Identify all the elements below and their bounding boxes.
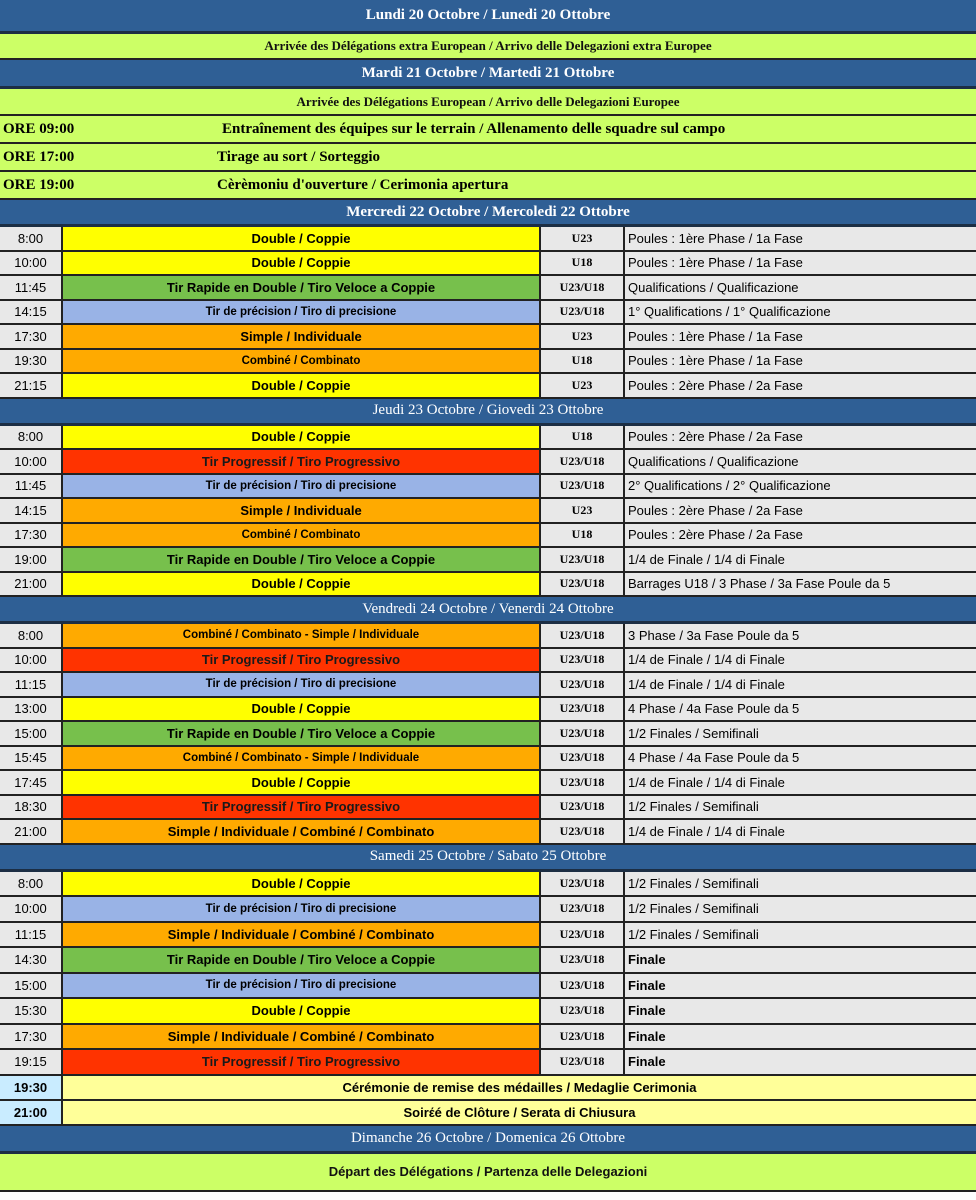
event-name: Tir Rapide en Double / Tiro Veloce a Coppie: [63, 276, 541, 299]
event-row: [0, 325, 976, 350]
event-name: Tir Progressif / Tiro Progressivo: [63, 1050, 541, 1074]
event-time: 19:30: [0, 1076, 63, 1099]
event-phase: 1/2 Finales / Semifinali: [625, 923, 976, 947]
event-name: Tir Rapide en Double / Tiro Veloce a Coppie: [63, 722, 541, 745]
event-phase: 1/2 Finales / Semifinali: [625, 796, 976, 819]
event-phase: 4 Phase / 4a Fase Poule da 5: [625, 747, 976, 770]
timed-note-row: [0, 116, 976, 144]
event-phase: 1/4 de Finale / 1/4 di Finale: [625, 673, 976, 696]
event-name: Combiné / Combinato - Simple / Individuale: [63, 624, 541, 647]
event-category: U23/U18: [541, 923, 625, 947]
event-category: U23/U18: [541, 548, 625, 571]
event-row: [0, 548, 976, 573]
event-name: Simple / Individuale / Combiné / Combinato: [63, 820, 541, 843]
note-text: Tirage au sort / Sorteggio: [217, 148, 381, 165]
event-time: 21:00: [0, 573, 63, 596]
saturday-events: [0, 872, 976, 1076]
closing-text: Soirέé de Clôture / Serata di Chiusura: [63, 1101, 976, 1124]
event-name: Tir de précision / Tiro di precisione: [63, 974, 541, 998]
event-row: [0, 573, 976, 598]
event-time: 17:30: [0, 1025, 63, 1049]
event-category: U23/U18: [541, 301, 625, 324]
event-time: 10:00: [0, 897, 63, 921]
event-name: Double / Coppie: [63, 374, 541, 397]
event-phase: 1/2 Finales / Semifinali: [625, 722, 976, 745]
event-row: [0, 820, 976, 845]
day-header-friday: [0, 597, 976, 624]
event-phase: Poules : 2ère Phase / 2a Fase: [625, 426, 976, 449]
event-phase: 3 Phase / 3a Fase Poule da 5: [625, 624, 976, 647]
event-row: [0, 999, 976, 1025]
day-header-saturday: [0, 845, 976, 872]
event-row: [0, 796, 976, 821]
event-time: 19:00: [0, 548, 63, 571]
event-row: [0, 948, 976, 974]
event-name: Tir Progressif / Tiro Progressivo: [63, 796, 541, 819]
event-time: 8:00: [0, 227, 63, 250]
event-row: [0, 499, 976, 524]
event-category: U23/U18: [541, 649, 625, 672]
arrival-note: Arrivée des Délégations extra European / Arrivo delle Delegazioni extra Europee: [264, 38, 712, 53]
event-category: U18: [541, 524, 625, 547]
event-row: [0, 698, 976, 723]
event-category: U23/U18: [541, 974, 625, 998]
day-title: Mardi 21 Octobre / Martedi 21 Ottobre: [361, 64, 615, 81]
event-name: Tir Rapide en Double / Tiro Veloce a Coppie: [63, 948, 541, 972]
event-phase: Finale: [625, 974, 976, 998]
ceremony-text: Cérémonie de remise des médailles / Medaglie Cerimonia: [63, 1076, 976, 1099]
event-time: 21:15: [0, 374, 63, 397]
timed-note-row: [0, 144, 976, 172]
event-time: 14:15: [0, 301, 63, 324]
event-time: 17:30: [0, 325, 63, 348]
event-name: Double / Coppie: [63, 573, 541, 596]
event-category: U23/U18: [541, 698, 625, 721]
event-row: [0, 624, 976, 649]
event-row: [0, 649, 976, 674]
ceremony-row: [0, 1076, 976, 1101]
event-category: U23/U18: [541, 450, 625, 473]
event-phase: Finale: [625, 1050, 976, 1074]
event-name: Simple / Individuale / Combiné / Combinato: [63, 1025, 541, 1049]
event-name: Double / Coppie: [63, 771, 541, 794]
departure-row: [0, 1154, 976, 1192]
note-row: [0, 89, 976, 116]
day-header-sunday: [0, 1126, 976, 1154]
note-text: Cèrèmoniu d'ouverture / Cerimonia apertura: [217, 176, 509, 193]
event-phase: Poules : 2ère Phase / 2a Fase: [625, 524, 976, 547]
event-row: [0, 1050, 976, 1076]
event-name: Double / Coppie: [63, 872, 541, 896]
event-phase: Poules : 1ère Phase / 1a Fase: [625, 350, 976, 373]
event-time: 19:15: [0, 1050, 63, 1074]
wednesday-events: [0, 227, 976, 399]
event-time: 8:00: [0, 426, 63, 449]
event-row: [0, 771, 976, 796]
event-phase: Poules : 2ère Phase / 2a Fase: [625, 499, 976, 522]
event-category: U23/U18: [541, 1050, 625, 1074]
note-time: ORE 17:00: [3, 148, 75, 165]
event-time: 15:00: [0, 722, 63, 745]
event-name: Double / Coppie: [63, 426, 541, 449]
event-name: Double / Coppie: [63, 227, 541, 250]
event-phase: Poules : 1ère Phase / 1a Fase: [625, 227, 976, 250]
event-time: 21:00: [0, 820, 63, 843]
event-time: 21:00: [0, 1101, 63, 1124]
event-category: U23/U18: [541, 872, 625, 896]
event-phase: Finale: [625, 999, 976, 1023]
event-time: 10:00: [0, 252, 63, 275]
day-header-thursday: [0, 399, 976, 426]
event-category: U23/U18: [541, 820, 625, 843]
event-name: Combiné / Combinato - Simple / Individuale: [63, 747, 541, 770]
event-time: 15:00: [0, 974, 63, 998]
departure-note: Départ des Délégations / Partenza delle Delegazioni: [328, 1164, 648, 1179]
event-category: U23/U18: [541, 796, 625, 819]
day-title: Mercredi 22 Octobre / Mercoledi 22 Ottobre: [346, 203, 630, 220]
event-name: Combiné / Combinato: [63, 524, 541, 547]
event-time: 8:00: [0, 872, 63, 896]
event-phase: Qualifications / Qualificazione: [625, 276, 976, 299]
event-row: [0, 524, 976, 549]
event-row: [0, 872, 976, 898]
event-phase: Qualifications / Qualificazione: [625, 450, 976, 473]
event-row: [0, 722, 976, 747]
event-name: Tir de précision / Tiro di precisione: [63, 475, 541, 498]
event-category: U23: [541, 499, 625, 522]
event-name: Double / Coppie: [63, 698, 541, 721]
event-time: 11:15: [0, 923, 63, 947]
event-name: Tir Progressif / Tiro Progressivo: [63, 649, 541, 672]
event-time: 10:00: [0, 649, 63, 672]
event-time: 11:45: [0, 276, 63, 299]
day-title: Lundi 20 Octobre / Lunedi 20 Ottobre: [365, 7, 611, 23]
event-phase: 1° Qualifications / 1° Qualificazione: [625, 301, 976, 324]
event-category: U23/U18: [541, 771, 625, 794]
event-phase: Poules : 2ère Phase / 2a Fase: [625, 374, 976, 397]
event-name: Tir de précision / Tiro di precisione: [63, 673, 541, 696]
event-category: U18: [541, 426, 625, 449]
event-time: 18:30: [0, 796, 63, 819]
event-name: Simple / Individuale: [63, 499, 541, 522]
event-phase: 1/4 de Finale / 1/4 di Finale: [625, 649, 976, 672]
event-category: U23/U18: [541, 276, 625, 299]
event-name: Combiné / Combinato: [63, 350, 541, 373]
event-phase: Poules : 1ère Phase / 1a Fase: [625, 252, 976, 275]
event-time: 15:30: [0, 999, 63, 1023]
note-time: ORE 19:00: [3, 176, 75, 193]
event-time: 13:00: [0, 698, 63, 721]
event-row: [0, 301, 976, 326]
event-row: [0, 450, 976, 475]
event-name: Tir Rapide en Double / Tiro Veloce a Coppie: [63, 548, 541, 571]
event-category: U23/U18: [541, 573, 625, 596]
event-name: Simple / Individuale: [63, 325, 541, 348]
event-phase: Finale: [625, 948, 976, 972]
event-category: U23/U18: [541, 722, 625, 745]
event-category: U23/U18: [541, 897, 625, 921]
event-row: [0, 475, 976, 500]
event-row: [0, 897, 976, 923]
event-row: [0, 227, 976, 252]
event-name: Simple / Individuale / Combiné / Combinato: [63, 923, 541, 947]
arrival-note: Arrivée des Délégations European / Arrivo delle Delegazioni Europee: [296, 93, 680, 109]
event-category: U23/U18: [541, 948, 625, 972]
event-row: [0, 276, 976, 301]
event-time: 14:15: [0, 499, 63, 522]
event-category: U23: [541, 227, 625, 250]
event-time: 14:30: [0, 948, 63, 972]
event-row: [0, 1025, 976, 1051]
event-time: 11:45: [0, 475, 63, 498]
event-phase: 2° Qualifications / 2° Qualificazione: [625, 475, 976, 498]
event-time: 17:45: [0, 771, 63, 794]
note-row: [0, 34, 976, 60]
day-title: Samedi 25 Octobre / Sabato 25 Ottobre: [369, 848, 607, 864]
event-row: [0, 350, 976, 375]
event-category: U18: [541, 252, 625, 275]
day-title: Jeudi 23 Octobre / Giovedi 23 Ottobre: [372, 402, 604, 418]
timed-note-row: [0, 172, 976, 200]
event-row: [0, 974, 976, 1000]
event-category: U23: [541, 374, 625, 397]
event-name: Double / Coppie: [63, 252, 541, 275]
event-time: 10:00: [0, 450, 63, 473]
day-header-wednesday: [0, 200, 976, 227]
event-phase: 4 Phase / 4a Fase Poule da 5: [625, 698, 976, 721]
event-category: U23/U18: [541, 475, 625, 498]
event-phase: 1/2 Finales / Semifinali: [625, 872, 976, 896]
event-category: U23/U18: [541, 999, 625, 1023]
day-title: Vendredi 24 Octobre / Venerdi 24 Ottobre: [362, 600, 614, 617]
event-time: 15:45: [0, 747, 63, 770]
event-row: [0, 426, 976, 451]
event-name: Tir de précision / Tiro di precisione: [63, 301, 541, 324]
event-time: 19:30: [0, 350, 63, 373]
event-row: [0, 374, 976, 399]
event-category: U23/U18: [541, 1025, 625, 1049]
event-row: [0, 747, 976, 772]
event-phase: Barrages U18 / 3 Phase / 3a Fase Poule da 5: [625, 573, 976, 596]
event-category: U23: [541, 325, 625, 348]
event-name: Tir Progressif / Tiro Progressivo: [63, 450, 541, 473]
thursday-events: [0, 426, 976, 598]
event-category: U23/U18: [541, 673, 625, 696]
event-phase: 1/4 de Finale / 1/4 di Finale: [625, 820, 976, 843]
day-title: Dimanche 26 Octobre / Domenica 26 Ottobre: [350, 1129, 626, 1146]
event-name: Double / Coppie: [63, 999, 541, 1023]
event-category: U23/U18: [541, 624, 625, 647]
event-time: 11:15: [0, 673, 63, 696]
note-time: ORE 09:00: [3, 120, 75, 137]
event-phase: 1/4 de Finale / 1/4 di Finale: [625, 548, 976, 571]
event-phase: Finale: [625, 1025, 976, 1049]
friday-events: [0, 624, 976, 845]
event-phase: Poules : 1ère Phase / 1a Fase: [625, 325, 976, 348]
event-row: [0, 923, 976, 949]
event-row: [0, 673, 976, 698]
event-row: [0, 252, 976, 277]
day-header-tuesday: [0, 60, 976, 89]
event-name: Tir de précision / Tiro di precisione: [63, 897, 541, 921]
event-category: U18: [541, 350, 625, 373]
event-time: 17:30: [0, 524, 63, 547]
event-category: U23/U18: [541, 747, 625, 770]
event-time: 8:00: [0, 624, 63, 647]
day-header-monday: [0, 0, 976, 34]
event-phase: 1/2 Finales / Semifinali: [625, 897, 976, 921]
note-text: Entraînement des équipes sur le terrain / Allenamento delle squadre sul campo: [222, 120, 726, 137]
closing-row: [0, 1101, 976, 1126]
event-phase: 1/4 de Finale / 1/4 di Finale: [625, 771, 976, 794]
